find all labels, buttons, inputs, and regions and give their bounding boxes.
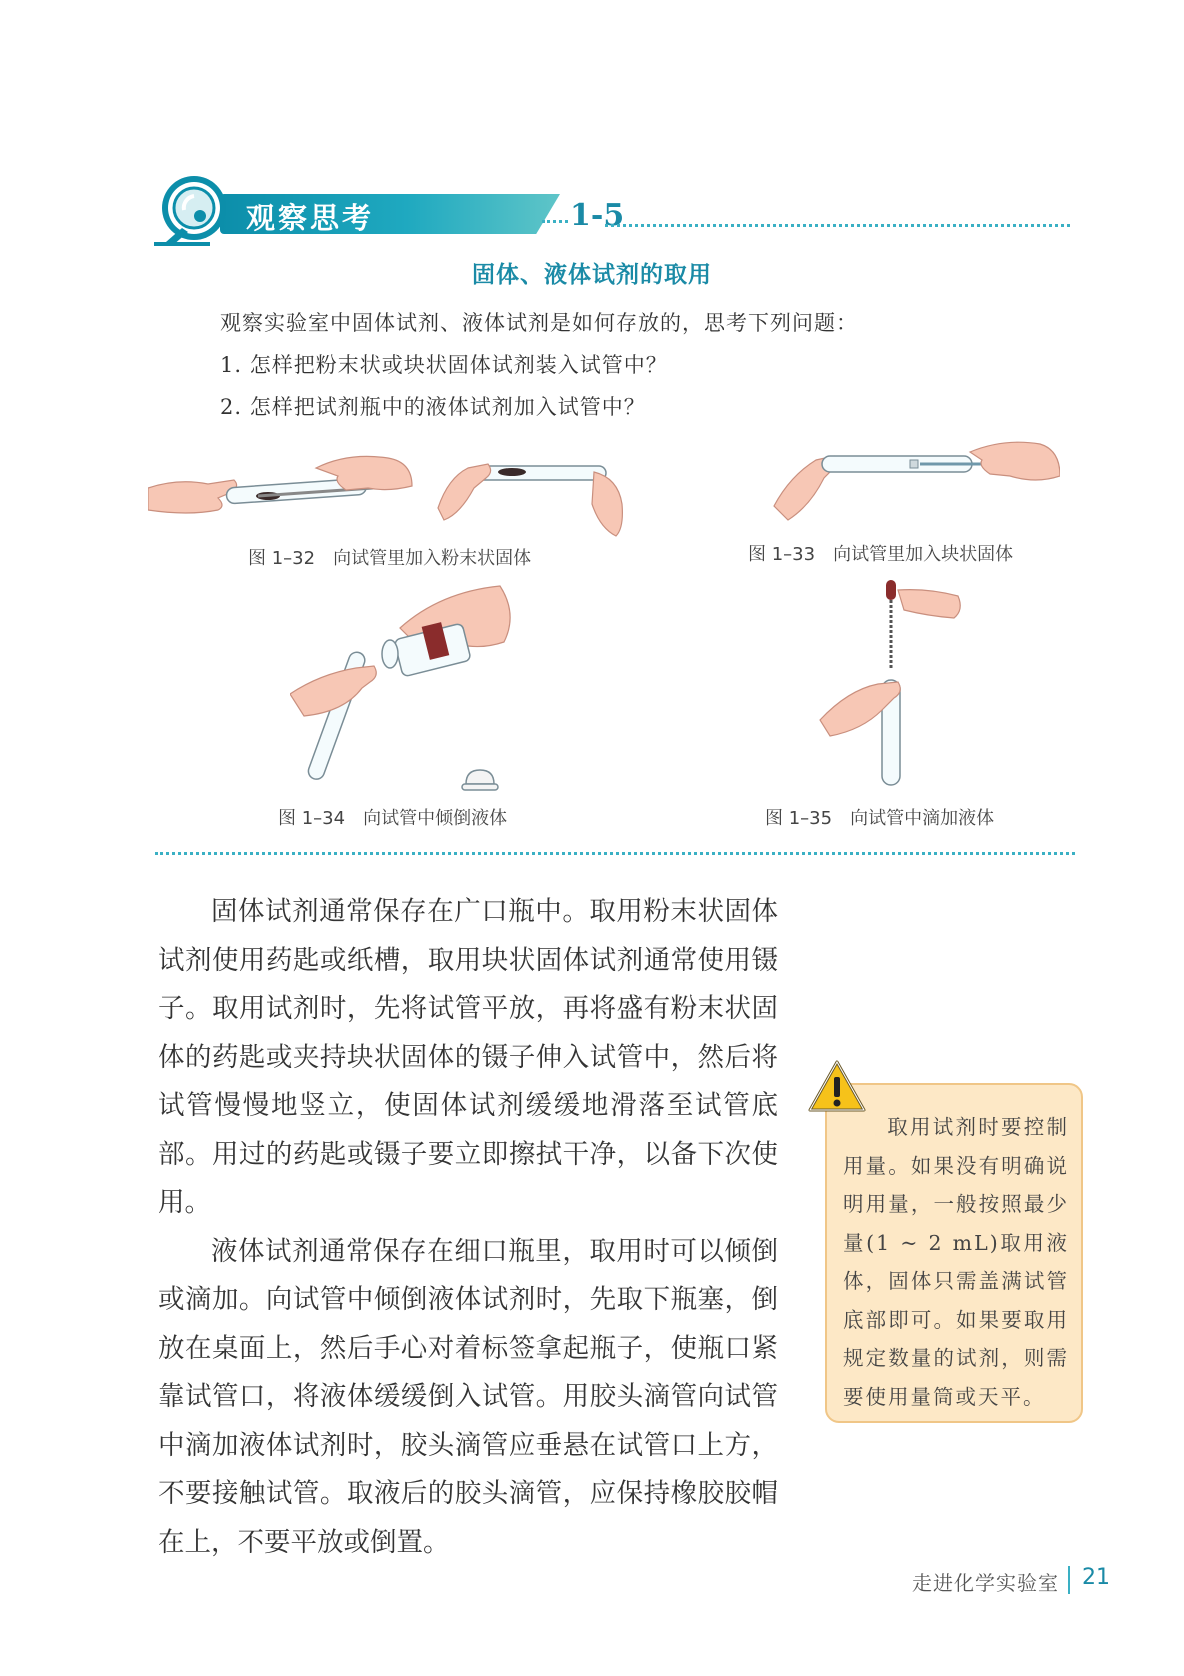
header-dots-left: [542, 220, 568, 223]
figure-number: 图 1–34: [278, 808, 346, 829]
figure-caption-text: 向试管中倾倒液体: [363, 808, 508, 829]
body-paragraph: 固体试剂通常保存在广口瓶中。取用粉末状固体试剂使用药匙或纸槽，取用块状固体试剂通常使用镊子。取用试剂时，先将试管平放，再将盛有粉末状固体的药匙或夹持块状固体的镊子伸入试管中，然后将试管慢慢地竖立，使固体试剂缓缓地滑落至试管底部。用过的药匙或镊子要立即擦拭干净，以备下次使用。: [158, 896, 778, 1218]
figure-caption: [248, 544, 531, 570]
section-number: 1-5: [570, 198, 625, 233]
section-title: 固体、液体试剂的取用: [472, 261, 712, 288]
question-item: 2. 怎样把试剂瓶中的液体试剂加入试管中？: [220, 395, 646, 419]
figure-1-32-illustration: [148, 448, 648, 538]
question-item: 1. 怎样把粉末状或块状固体试剂装入试管中？: [220, 353, 668, 377]
figure-number: 图 1–35: [765, 808, 833, 829]
figure-number: 图 1–33: [748, 544, 816, 565]
header-dotted-line: [605, 224, 1070, 227]
figure-caption: [765, 804, 994, 830]
figure-caption: [748, 540, 1013, 566]
figure-1-33-illustration: [770, 436, 1060, 526]
tip-text-content: 取用试剂时要控制用量。如果没有明确说明用量，一般按照最少量(1 ~ 2 mL)取用液体，固体只需盖满试管底部即可。如果要取用规定数量的试剂，则需要使用量筒或天平。: [843, 1115, 1069, 1409]
figure-caption-text: 向试管中滴加液体: [850, 808, 995, 829]
footer-divider: [1068, 1566, 1070, 1594]
page-number: 21: [1082, 1565, 1110, 1590]
footer-chapter: 走进化学实验室: [912, 1571, 1059, 1595]
figure-caption: [278, 804, 507, 830]
magnifier-icon: [150, 172, 240, 252]
figure-1-34-illustration: [290, 584, 530, 794]
figure-1-35-illustration: [818, 580, 968, 790]
body-text: [158, 888, 778, 1567]
tip-text: [843, 1108, 1069, 1416]
figure-number: 图 1–32: [248, 548, 316, 569]
body-paragraph: 液体试剂通常保存在细口瓶里，取用时可以倾倒或滴加。向试管中倾倒液体试剂时，先取下瓶塞，倒放在桌面上，然后手心对着标签拿起瓶子，使瓶口紧靠试管口，将液体缓缓倒入试管。用胶头滴管向试管中滴加液体试剂时，胶头滴管应垂悬在试管口上方，不要接触试管。取液后的胶头滴管，应保持橡胶胶帽在上，不要平放或倒置。: [158, 1235, 778, 1558]
figure-caption-text: 向试管里加入块状固体: [833, 544, 1014, 565]
section-header: [150, 172, 1070, 252]
section-label: 观察思考: [246, 201, 375, 235]
figure-caption-text: 向试管里加入粉末状固体: [333, 548, 532, 569]
warning-icon: [808, 1060, 866, 1114]
section-end-divider: [155, 852, 1075, 855]
question-intro: 观察实验室中固体试剂、液体试剂是如何存放的，思考下列问题：: [220, 311, 858, 335]
